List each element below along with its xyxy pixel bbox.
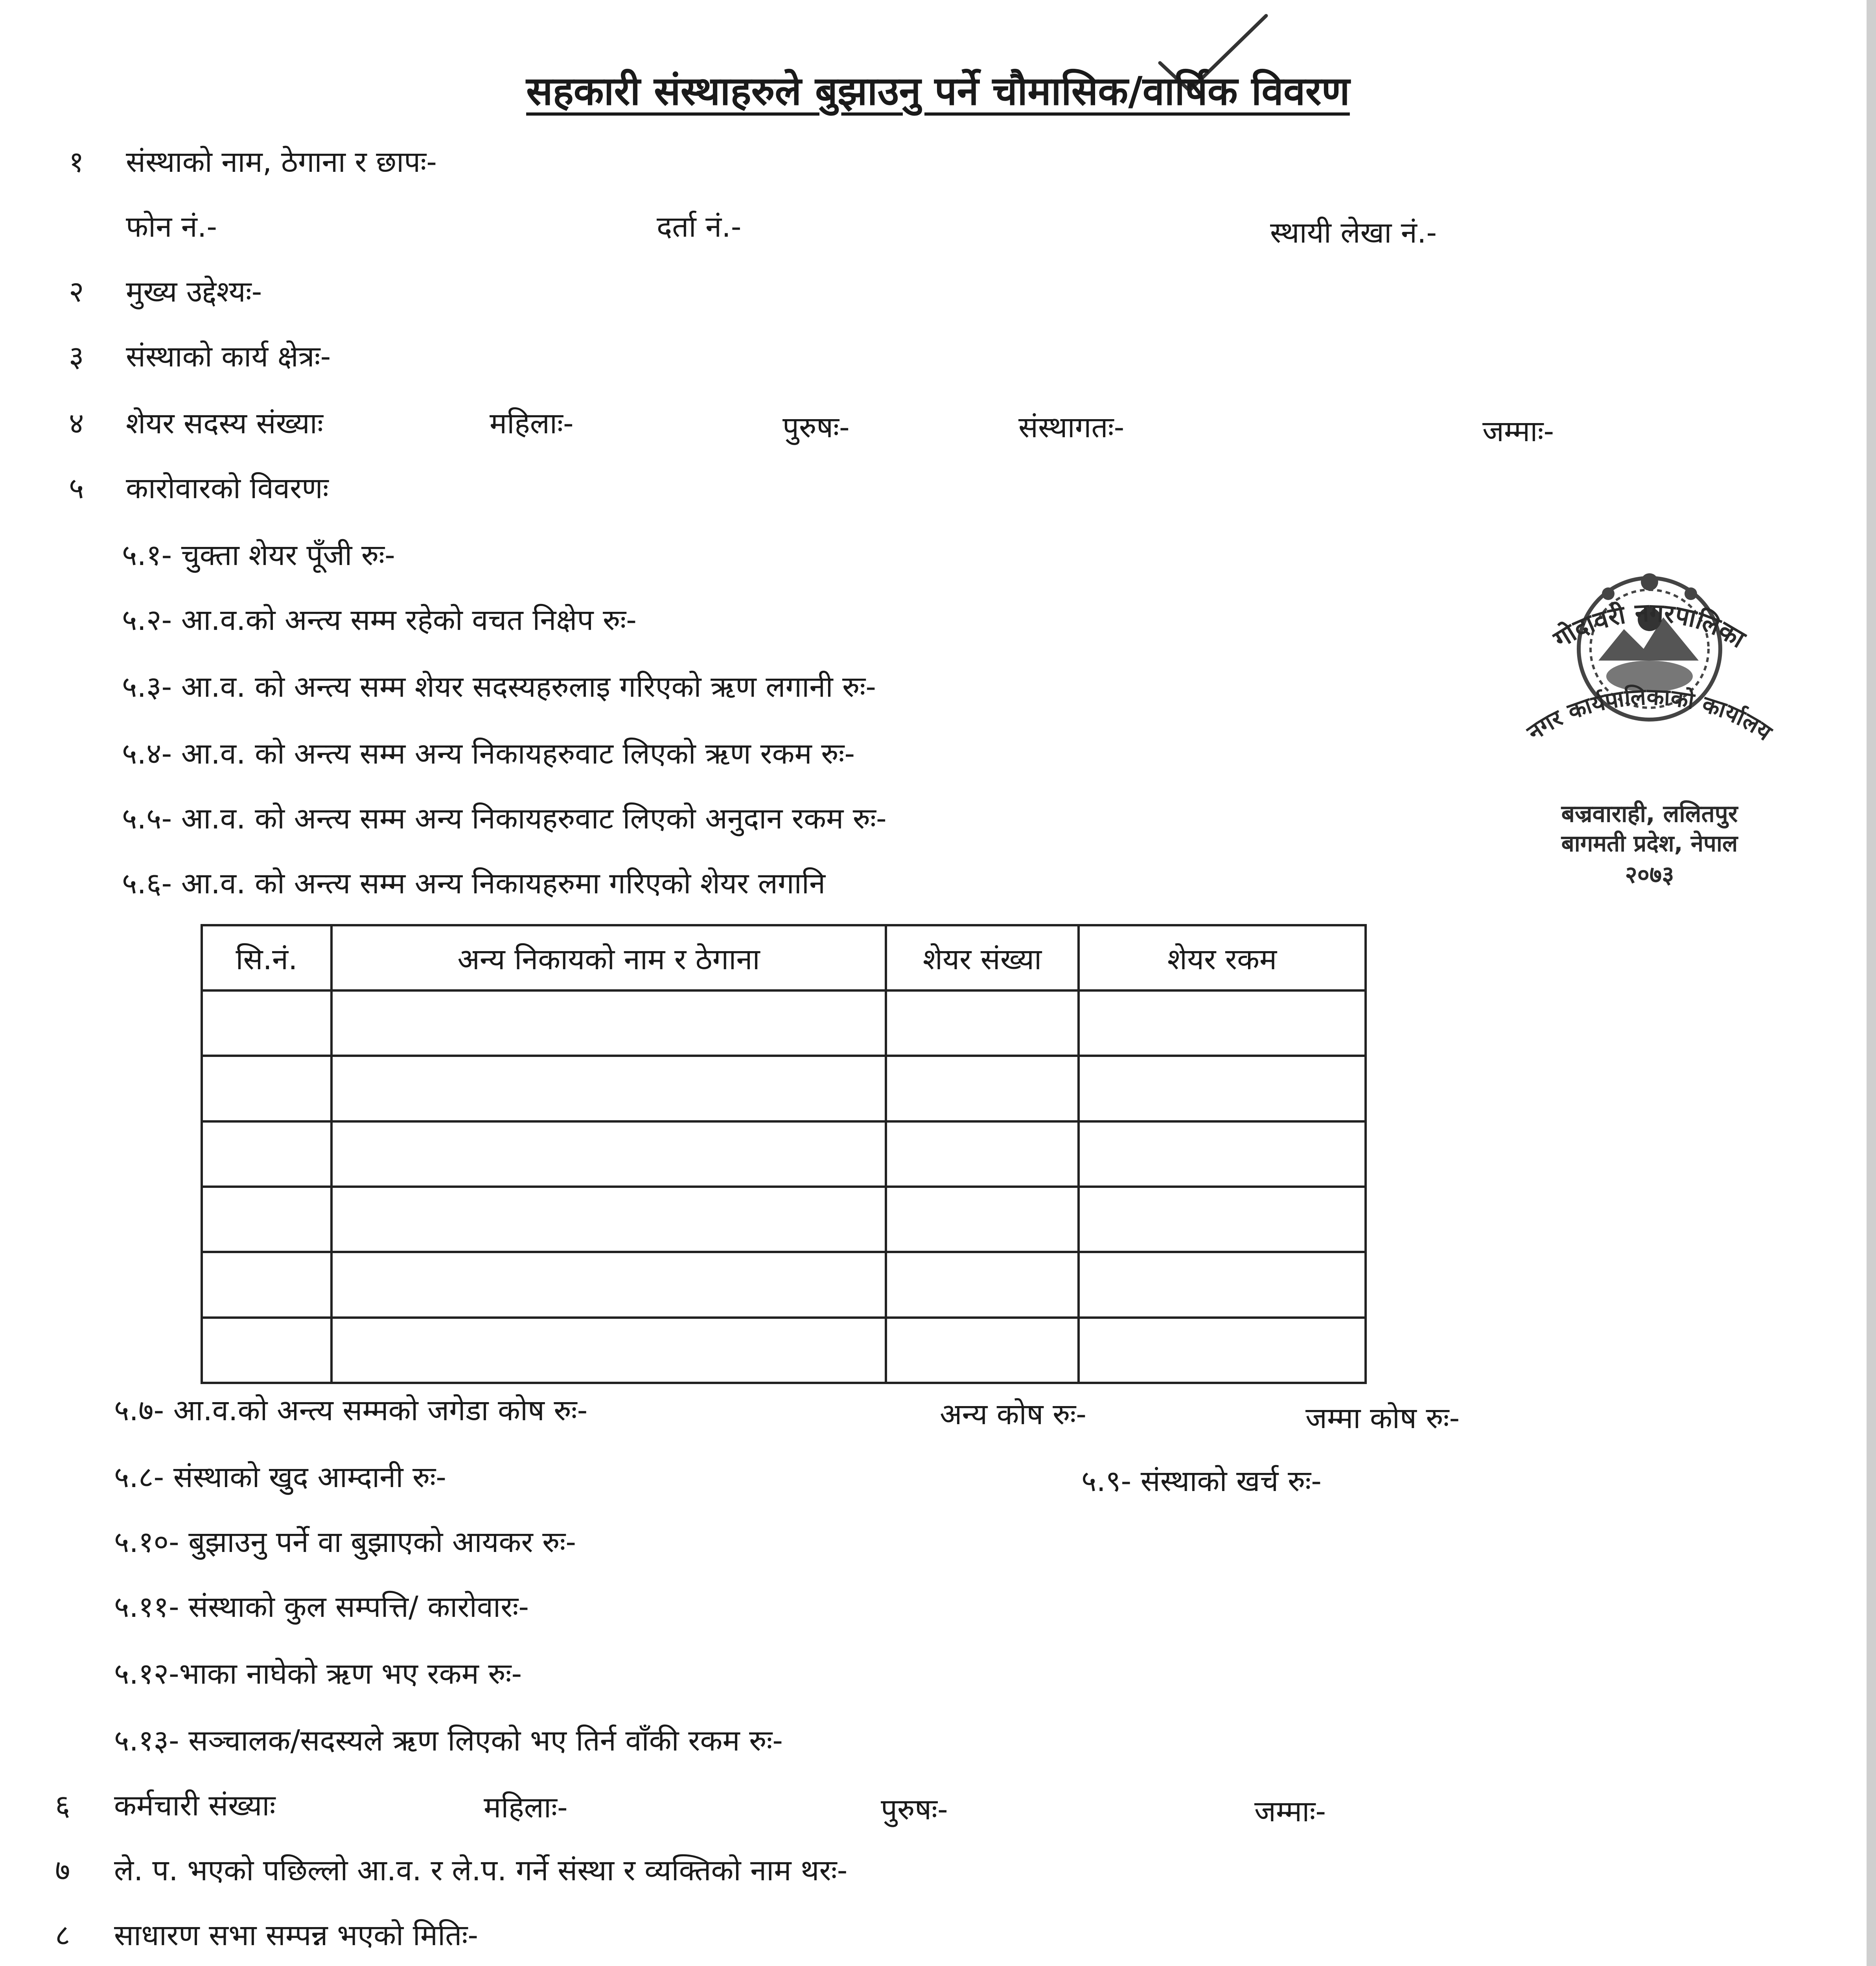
employee-total-label: जम्माः- xyxy=(1254,1795,1326,1828)
institutional-label: संस्थागतः- xyxy=(1018,411,1125,444)
table-cell[interactable] xyxy=(886,990,1079,1056)
table-cell[interactable] xyxy=(202,1318,331,1383)
seal-line3: बज्रवाराही, ललितपुर xyxy=(1561,800,1738,828)
total-label: जम्माः- xyxy=(1482,414,1554,448)
table-cell[interactable] xyxy=(202,1187,331,1252)
other-fund-label: अन्य कोष रुः- xyxy=(940,1397,1087,1431)
table-cell[interactable] xyxy=(886,1056,1079,1121)
table-cell[interactable] xyxy=(886,1187,1079,1252)
table-cell[interactable] xyxy=(202,990,331,1056)
work-area-label: संस्थाको कार्य क्षेत्रः- xyxy=(126,340,331,374)
total-fund-label: जम्मा कोष रुः- xyxy=(1305,1401,1460,1435)
employee-count-label: कर्मचारी संख्याः xyxy=(114,1789,276,1822)
table-cell[interactable] xyxy=(331,1121,886,1187)
sub-item-5-6: ५.६- आ.व. को अन्त्य सम्म अन्य निकायहरुमा गरिएको शेयर लगानि xyxy=(122,867,826,900)
table-row xyxy=(202,990,1366,1056)
main-objective-label: मुख्य उद्देश्यः- xyxy=(126,275,262,309)
sub-item-5-7: ५.७- आ.व.को अन्त्य सम्मको जगेडा कोष रुः- xyxy=(114,1394,588,1427)
table-cell[interactable] xyxy=(202,1121,331,1187)
seal-line4: बागमती प्रदेश, नेपाल xyxy=(1561,830,1738,857)
item-number: ३ xyxy=(69,340,84,374)
col-serial-header: सि.नं. xyxy=(202,925,331,990)
table-cell[interactable] xyxy=(1079,1121,1366,1187)
sub-item-5-4: ५.४- आ.व. को अन्त्य सम्म अन्य निकायहरुवाट लिएको ऋण रकम रुः- xyxy=(122,737,855,771)
table-cell[interactable] xyxy=(202,1252,331,1317)
svg-text:नगर कार्यपालिकाको कार्यालय xyxy=(1522,683,1777,746)
form-title-text: सहकारी संस्थाहरुले बुझाउनु पर्ने चौमासिक/वार्षिक विवरण xyxy=(526,68,1350,114)
table-cell[interactable] xyxy=(331,1318,886,1383)
employee-female-label: महिलाः- xyxy=(484,1791,568,1824)
employee-male-label: पुरुषः- xyxy=(881,1793,948,1826)
male-label: पुरुषः- xyxy=(782,411,850,444)
table-cell[interactable] xyxy=(331,990,886,1056)
item-number: २ xyxy=(69,275,84,309)
sub-item-5-11: ५.११- संस्थाको कुल सम्पत्ति/ कारोवारः- xyxy=(114,1590,529,1624)
table-header-row xyxy=(202,925,1366,990)
table-cell[interactable] xyxy=(1079,1318,1366,1383)
item-number: ४ xyxy=(69,407,84,440)
sub-item-5-3: ५.३- आ.व. को अन्त्य सम्म शेयर सदस्यहरुलाइ गरिएको ऋण लगानी रुः- xyxy=(122,670,876,704)
col-share-count-header: शेयर संख्या xyxy=(886,925,1079,990)
phone-label: फोन नं.- xyxy=(126,210,217,244)
table-row xyxy=(202,1252,1366,1317)
item-number: ६ xyxy=(55,1789,70,1822)
sub-item-5-13: ५.१३- सञ्चालक/सदस्यले ऋण लिएको भए तिर्न वाँकी रकम रुः- xyxy=(114,1724,783,1758)
share-investment-table xyxy=(201,924,1367,1384)
table-cell[interactable] xyxy=(886,1252,1079,1317)
table-cell[interactable] xyxy=(202,1056,331,1121)
general-assembly-date-label: साधारण सभा सम्पन्न भएको मितिः- xyxy=(114,1918,479,1952)
table-cell[interactable] xyxy=(1079,1187,1366,1252)
scan-edge xyxy=(1867,0,1876,1966)
municipality-seal xyxy=(1478,570,1821,896)
form-title xyxy=(0,63,1876,116)
share-members-label: शेयर सदस्य संख्याः xyxy=(126,407,323,440)
seal-year: २०७३ xyxy=(1625,861,1674,889)
item-number: ७ xyxy=(55,1854,70,1887)
pan-label: स्थायी लेखा नं.- xyxy=(1270,216,1437,250)
table-cell[interactable] xyxy=(1079,1252,1366,1317)
sub-item-5-8: ५.८- संस्थाको खुद आम्दानी रुः- xyxy=(114,1460,446,1494)
table-cell[interactable] xyxy=(886,1318,1079,1383)
col-org-name-header: अन्य निकायको नाम र ठेगाना xyxy=(331,925,886,990)
table-cell[interactable] xyxy=(1079,1056,1366,1121)
seal-line2: नगर कार्यपालिकाको कार्यालय xyxy=(1522,683,1777,746)
female-label: महिलाः- xyxy=(490,407,574,440)
table-row xyxy=(202,1318,1366,1383)
table-row xyxy=(202,1187,1366,1252)
sub-item-5-12: ५.१२-भाका नाघेको ऋण भए रकम रुः- xyxy=(114,1657,522,1691)
audit-details-label: ले. प. भएको पछिल्लो आ.व. र ले.प. गर्ने संस्था र व्यक्तिको नाम थरः- xyxy=(114,1854,848,1887)
item-number: १ xyxy=(69,145,84,179)
seal-line1: गोदावरी नगरपालिका xyxy=(1548,598,1750,654)
sub-item-5-5: ५.५- आ.व. को अन्त्य सम्म अन्य निकायहरुवाट लिएको अनुदान रकम रुः- xyxy=(122,802,887,836)
item-number: ५ xyxy=(69,471,84,505)
table-cell[interactable] xyxy=(331,1187,886,1252)
registration-label: दर्ता नं.- xyxy=(657,210,742,244)
org-name-address-label: संस्थाको नाम, ठेगाना र छापः- xyxy=(126,145,437,179)
table-row xyxy=(202,1056,1366,1121)
table-row xyxy=(202,1121,1366,1187)
table-cell[interactable] xyxy=(1079,990,1366,1056)
sub-item-5-1: ५.१- चुक्ता शेयर पूँजी रुः- xyxy=(122,538,395,572)
col-share-amount-header: शेयर रकम xyxy=(1079,925,1366,990)
table-cell[interactable] xyxy=(886,1121,1079,1187)
transaction-details-label: कारोवारको विवरणः xyxy=(126,471,329,505)
table-cell[interactable] xyxy=(331,1056,886,1121)
sub-item-5-10: ५.१०- बुझाउनु पर्ने वा बुझाएको आयकर रुः- xyxy=(114,1525,576,1559)
sub-item-5-2: ५.२- आ.व.को अन्त्य सम्म रहेको वचत निक्षेप रुः- xyxy=(122,603,637,637)
item-number: ८ xyxy=(55,1918,70,1952)
sub-item-5-9: ५.९- संस्थाको खर्च रुः- xyxy=(1081,1464,1322,1498)
table-cell[interactable] xyxy=(331,1252,886,1317)
